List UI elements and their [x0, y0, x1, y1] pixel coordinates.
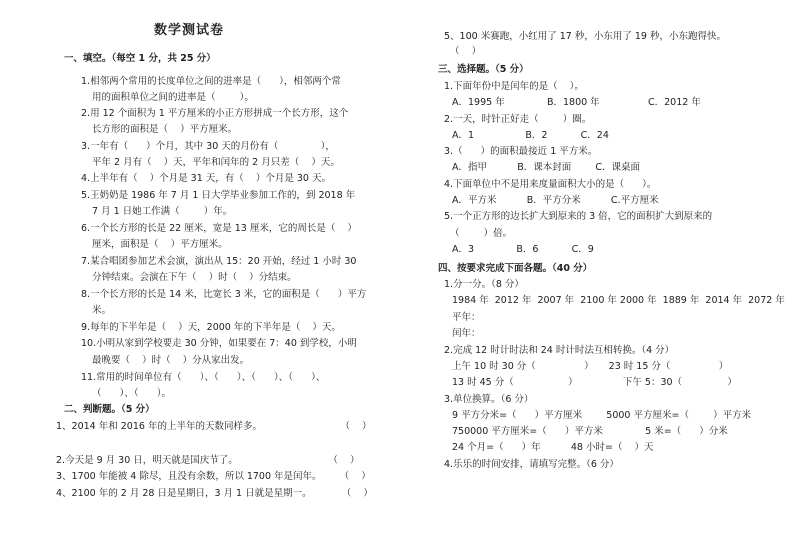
fill-q6-line1: 6.一个长方形的长是 22 厘米，宽是 13 厘米，它的周长是（ ） [81, 223, 357, 234]
section-fill-blank-heading: 一、填空。（每空 1 分，共 25 分） [64, 53, 216, 64]
fill-q5-line2: 7 月 1 日她工作满（ ）年。 [92, 206, 233, 217]
fill-q1-line2: 用的面积单位之间的进率是（ ）。 [92, 92, 254, 103]
fill-q7-line2: 分钟结束。会演在下午（ ）时（ ）分结束。 [92, 272, 297, 283]
task3-line2: 750000 平方厘米=（ ）平方米 5 米=（ ）分米 [452, 426, 728, 437]
fill-q6-line2: 厘米，面积是（ ）平方厘米。 [92, 239, 228, 250]
task1-leap-year: 闰年： [452, 328, 481, 339]
judge-q5-line1: 5、100 米赛跑，小红用了 17 秒，小东用了 19 秒，小东跑得快。 [444, 31, 726, 42]
fill-q2-line1: 2.用 12 个面积为 1 平方厘米的小正方形拼成一个长方形，这个 [81, 108, 349, 119]
section-choice-heading: 三、选择题。（5 分） [438, 64, 529, 75]
choice-q4: 4.下面单位中不是用来度量面积大小的是（ ）。 [444, 179, 657, 190]
fill-q7-line1: 7.某合唱团参加艺术会演，演出从 15：20 开始，经过 1 小时 30 [81, 256, 357, 267]
fill-q4: 4.上半年有（ ）个月是 31 天，有（ ）个月是 30 天。 [81, 173, 331, 184]
section-tasks-heading: 四、按要求完成下面各题。（40 分） [438, 263, 593, 274]
choice-q5-line2: （ ）倍。 [450, 228, 513, 239]
choice-q2: 2.一天，时针正好走（ ）圈。 [444, 114, 592, 125]
task2-line2: 13 时 45 分（ ） 下午 5：30（ ） [452, 377, 737, 388]
judge-q5-line2: （ ） [450, 46, 482, 57]
task2-line1: 上午 10 时 30 分（ ） 23 时 15 分（ ） [452, 361, 729, 372]
fill-q9: 9.每年的下半年是（ ）天，2000 年的下半年是（ ）天。 [81, 322, 341, 333]
page-title: 数学测试卷 [154, 23, 225, 38]
fill-q10-line1: 10.小明从家到学校要走 30 分钟，如果要在 7：40 到学校，小明 [81, 338, 357, 349]
fill-q1-line1: 1.相邻两个常用的长度单位之间的进率是（ ），相邻两个常 [81, 76, 341, 87]
judge-q3: 3、1700 年能被 4 除尽，且没有余数，所以 1700 年是闰年。 （ ） [56, 471, 371, 482]
judge-q2: 2.今天是 9 月 30 日，明天就是国庆节了。 （ ） [56, 455, 360, 466]
choice-q1-options: A．1995 年 B．1800 年 C．2012 年 [452, 97, 701, 108]
task1-common-year: 平年： [452, 312, 481, 323]
choice-q1: 1.下面年份中是闰年的是（ ）。 [444, 81, 584, 92]
judge-q1: 1、2014 年和 2016 年的上半年的天数同样多。 （ ） [56, 421, 372, 432]
fill-q10-line2: 最晚要（ ）时（ ）分从家出发。 [92, 355, 250, 366]
fill-q8-line1: 8.一个长方形的长是 14 米，比宽长 3 米，它的面积是（ ）平方 [81, 289, 367, 300]
choice-q5-options: A．3 B．6 C．9 [452, 244, 594, 255]
fill-q3-line1: 3.一年有（ ）个月，其中 30 天的月份有（ ）， [81, 141, 335, 152]
task2-heading: 2.完成 12 时计时法和 24 时计时法互相转换。（4 分） [444, 345, 675, 356]
judge-q4: 4、2100 年的 2 月 28 日是星期日，3 月 1 日就是星期一。 （ ） [56, 488, 373, 499]
fill-q5-line1: 5.王奶奶是 1986 年 7 月 1 日大学毕业参加工作的，到 2018 年 [81, 190, 356, 201]
task1-years: 1984 年 2012 年 2007 年 2100 年 2000 年 1889 年 2014 年 2072 年 [452, 295, 785, 306]
task3-line1: 9 平方分米=（ ）平方厘米 5000 平方厘米=（ ）平方米 [452, 410, 752, 421]
fill-q11-line2: （ ）、（ ）。 [92, 388, 171, 399]
fill-q3-line2: 平年 2 月有（ ）天，平年和闰年的 2 月只差（ ）天。 [92, 157, 340, 168]
choice-q3-options: A．指甲 B．课本封面 C．课桌面 [452, 162, 641, 173]
choice-q5-line1: 5.一个正方形的边长扩大到原来的 3 倍，它的面积扩大到原来的 [444, 211, 713, 222]
task1-heading: 1.分一分。（8 分） [444, 279, 524, 290]
fill-q2-line2: 长方形的面积是（ ）平方厘米。 [92, 124, 238, 135]
fill-q11-line1: 11.常用的时间单位有（ ）、（ ）、（ ）、（ ）、 [81, 372, 326, 383]
task3-heading: 3.单位换算。（6 分） [444, 394, 534, 405]
task3-line3: 24 个月=（ ）年 48 小时=（ ）天 [452, 442, 654, 453]
choice-q4-options: A．平方米 B．平方分米 C.平方厘米 [452, 195, 659, 206]
fill-q8-line2: 米。 [92, 305, 112, 316]
choice-q2-options: A．1 B．2 C．24 [452, 130, 609, 141]
section-judge-heading: 二、判断题。（5 分） [64, 404, 155, 415]
choice-q3: 3.（ ）的面积最接近 1 平方米。 [444, 146, 598, 157]
task4-heading: 4.乐乐的时间安排，请填写完整。（6 分） [444, 459, 619, 470]
